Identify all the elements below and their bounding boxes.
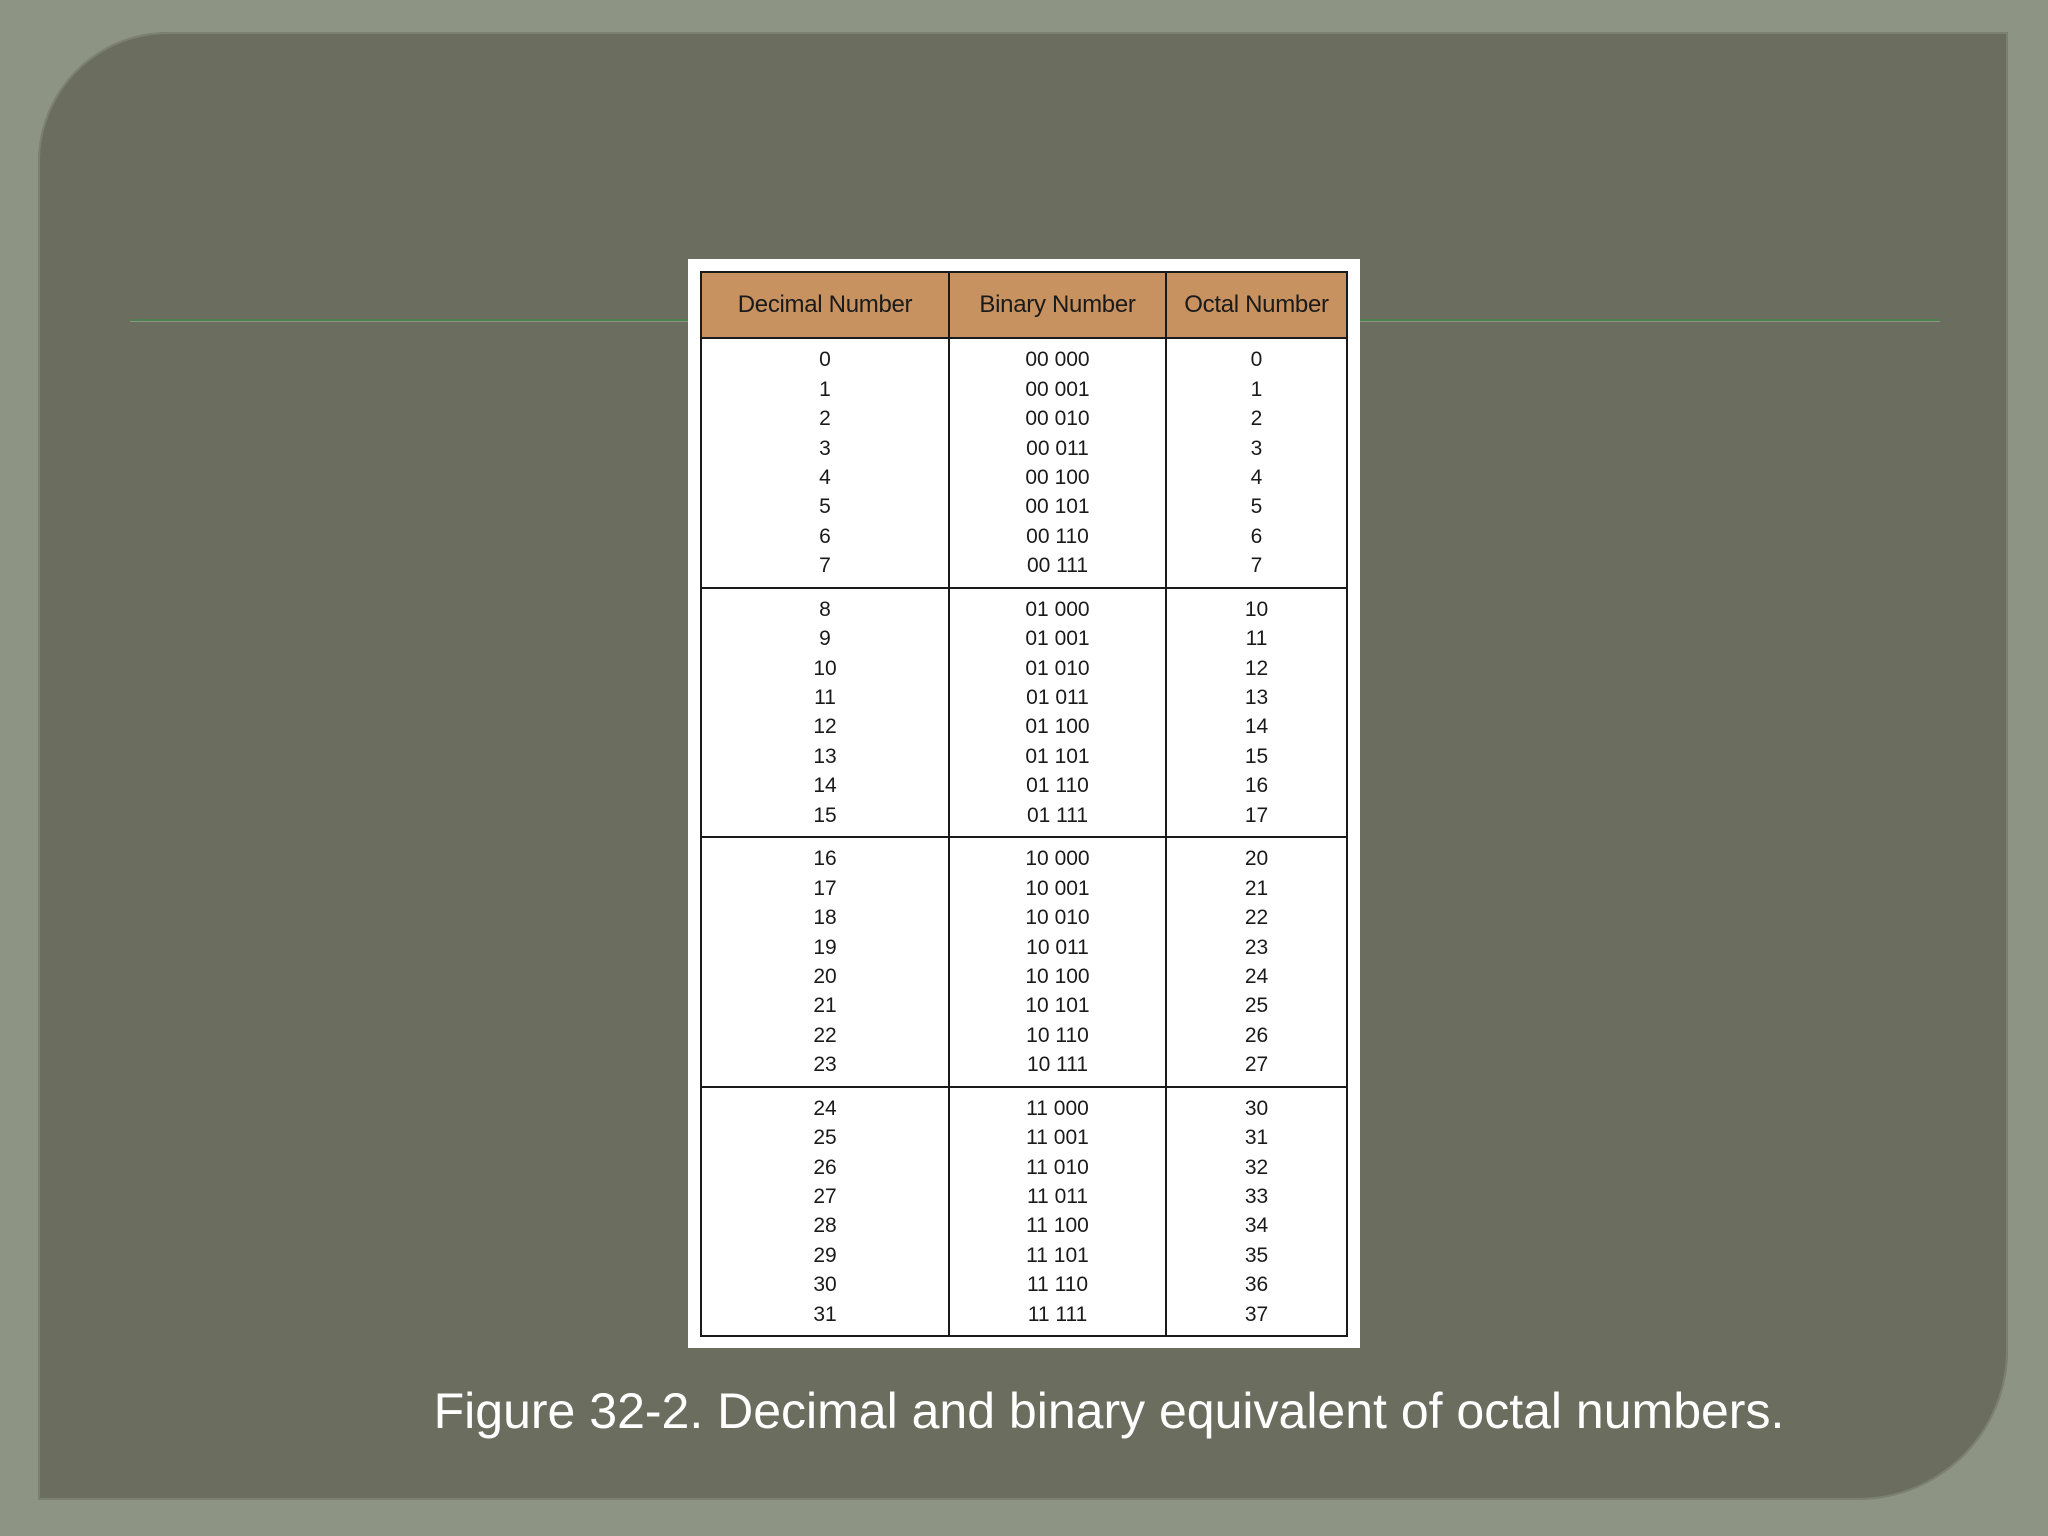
octal-cell: 7	[1250, 554, 1263, 577]
octal-column	[1167, 589, 1346, 837]
binary-column	[950, 838, 1167, 1086]
binary-column	[950, 589, 1167, 837]
decimal-cell: 26	[813, 1155, 837, 1179]
decimal-cell: 12	[813, 715, 837, 739]
header-decimal: Decimal Number	[702, 273, 950, 337]
decimal-cell: 25	[813, 1126, 837, 1150]
octal-cell: 35	[1244, 1243, 1269, 1267]
decimal-cell: 5	[819, 495, 831, 519]
octal-cell: 32	[1244, 1155, 1269, 1179]
octal-cell: 24	[1244, 964, 1269, 988]
decimal-cell: 1	[819, 377, 831, 401]
table-body	[702, 339, 1346, 1335]
decimal-cell: 23	[813, 1053, 837, 1076]
octal-cell: 11	[1245, 627, 1268, 651]
octal-cell: 3	[1250, 436, 1263, 460]
octal-cell: 5	[1250, 495, 1263, 519]
binary-cell: 10 010	[1025, 906, 1090, 930]
binary-cell: 00 100	[1025, 465, 1090, 489]
decimal-cell: 7	[819, 554, 831, 577]
decimal-cell: 10	[813, 656, 837, 680]
octal-cell: 26	[1244, 1023, 1269, 1047]
binary-column	[950, 339, 1167, 587]
decimal-cell: 17	[813, 876, 837, 900]
octal-cell: 27	[1244, 1053, 1269, 1076]
octal-cell: 37	[1244, 1302, 1269, 1326]
octal-cell: 22	[1244, 906, 1269, 930]
octal-cell: 0	[1250, 348, 1263, 372]
octal-cell: 1	[1250, 377, 1263, 401]
octal-cell: 2	[1250, 407, 1263, 431]
binary-cell: 10 111	[1026, 1053, 1089, 1076]
decimal-column	[702, 589, 950, 837]
octal-cell: 23	[1244, 935, 1269, 959]
binary-cell: 01 111	[1026, 803, 1089, 827]
decimal-cell: 30	[813, 1273, 837, 1297]
decimal-cell: 19	[813, 935, 837, 959]
binary-cell: 10 110	[1026, 1023, 1089, 1047]
binary-column	[950, 1088, 1167, 1336]
decimal-cell: 9	[819, 627, 831, 651]
decimal-cell: 20	[813, 964, 837, 988]
binary-cell: 01 011	[1026, 686, 1089, 709]
table-row-group	[702, 838, 1346, 1088]
decimal-cell: 2	[819, 407, 831, 431]
binary-cell: 00 110	[1026, 524, 1089, 548]
table-header	[702, 273, 1346, 339]
decimal-cell: 0	[819, 348, 831, 372]
octal-cell: 15	[1244, 744, 1269, 768]
binary-cell: 00 010	[1025, 407, 1090, 431]
table-row-group	[702, 589, 1346, 839]
figure-table-image	[688, 259, 1360, 1348]
octal-cell: 10	[1244, 597, 1269, 621]
decimal-cell: 6	[819, 524, 831, 548]
decimal-cell: 28	[813, 1214, 837, 1238]
octal-cell: 13	[1244, 686, 1269, 709]
binary-cell: 01 110	[1026, 774, 1089, 798]
binary-cell: 00 011	[1026, 436, 1089, 460]
table-row-group	[702, 1088, 1346, 1336]
octal-cell: 31	[1244, 1126, 1269, 1150]
binary-cell: 11 101	[1026, 1243, 1089, 1267]
binary-cell: 11 010	[1026, 1155, 1089, 1179]
octal-cell: 16	[1244, 774, 1269, 798]
decimal-cell: 22	[813, 1023, 837, 1047]
binary-cell: 01 100	[1025, 715, 1090, 739]
decimal-cell: 18	[813, 906, 837, 930]
decimal-cell: 24	[813, 1096, 837, 1120]
binary-cell: 10 100	[1025, 964, 1090, 988]
decimal-cell: 16	[813, 847, 837, 871]
octal-cell: 12	[1244, 656, 1269, 680]
binary-cell: 11 110	[1026, 1273, 1089, 1297]
binary-cell: 01 010	[1025, 656, 1090, 680]
binary-cell: 00 000	[1025, 348, 1090, 372]
decimal-cell: 14	[813, 774, 837, 798]
octal-column	[1167, 1088, 1346, 1336]
octal-cell: 6	[1250, 524, 1263, 548]
decimal-cell: 29	[813, 1243, 837, 1267]
binary-cell: 10 101	[1025, 994, 1090, 1018]
binary-cell: 00 101	[1025, 495, 1090, 519]
octal-cell: 33	[1244, 1185, 1269, 1208]
table-row-group	[702, 339, 1346, 589]
binary-cell: 11 100	[1026, 1214, 1089, 1238]
binary-cell: 01 001	[1025, 627, 1090, 651]
decimal-cell: 27	[813, 1185, 837, 1208]
octal-cell: 34	[1244, 1214, 1269, 1238]
binary-cell: 11 111	[1027, 1302, 1088, 1326]
binary-cell: 11 000	[1026, 1096, 1089, 1120]
decimal-column	[702, 1088, 950, 1336]
header-octal: Octal Number	[1184, 291, 1329, 318]
figure-caption: Figure 32-2. Decimal and binary equivalent of octal numbers.	[433, 1383, 1785, 1439]
decimal-cell: 31	[813, 1302, 837, 1326]
binary-cell: 10 001	[1025, 876, 1090, 900]
decimal-cell: 3	[819, 436, 831, 460]
octal-column	[1167, 838, 1346, 1086]
octal-cell: 36	[1244, 1273, 1269, 1297]
decimal-cell: 8	[819, 597, 831, 621]
binary-cell: 10 011	[1026, 935, 1089, 959]
binary-cell: 00 001	[1025, 377, 1090, 401]
octal-cell: 25	[1244, 994, 1269, 1018]
decimal-cell: 21	[813, 994, 837, 1018]
decimal-cell: 15	[813, 803, 837, 827]
binary-cell: 00 111	[1026, 554, 1089, 577]
octal-cell: 17	[1244, 803, 1269, 827]
decimal-column	[702, 339, 950, 587]
conversion-table	[700, 271, 1348, 1337]
octal-cell: 14	[1244, 715, 1269, 739]
header-binary: Binary Number	[950, 273, 1167, 337]
octal-cell: 20	[1244, 847, 1269, 871]
decimal-cell: 13	[813, 744, 837, 768]
binary-cell: 01 101	[1025, 744, 1090, 768]
decimal-cell: 4	[819, 465, 831, 489]
octal-cell: 30	[1244, 1096, 1269, 1120]
binary-cell: 11 001	[1026, 1126, 1089, 1150]
binary-cell: 01 000	[1025, 597, 1090, 621]
octal-column	[1167, 339, 1346, 587]
binary-cell: 10 000	[1025, 847, 1090, 871]
decimal-column	[702, 838, 950, 1086]
binary-cell: 11 011	[1026, 1185, 1089, 1208]
decimal-cell: 11	[814, 686, 836, 709]
octal-cell: 21	[1244, 876, 1269, 900]
octal-cell: 4	[1250, 465, 1263, 489]
